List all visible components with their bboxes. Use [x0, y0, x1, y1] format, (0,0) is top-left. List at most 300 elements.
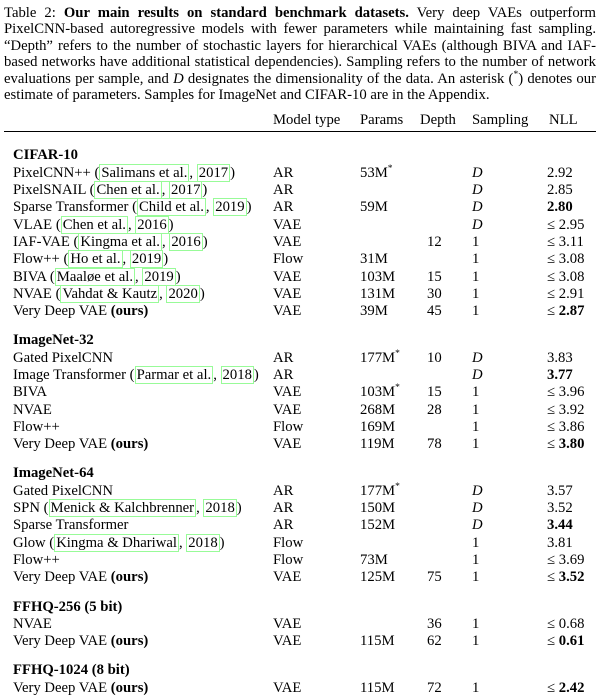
- model-name-cell: [13, 436, 273, 453]
- params-cell: 169M: [360, 418, 396, 435]
- table-row: [13, 234, 598, 251]
- params-cell: 268M: [360, 401, 396, 418]
- table-header-rule: [4, 131, 596, 132]
- model-name-cell: [13, 286, 273, 303]
- model-name-cell: [13, 500, 273, 517]
- model-type-cell: Flow: [273, 551, 304, 568]
- text-run: ,: [159, 285, 167, 302]
- estimate-asterisk: *: [395, 481, 400, 492]
- model-name-cell: [13, 303, 273, 320]
- text-run: Very Deep VAE: [13, 633, 111, 650]
- depth-cell: 15: [427, 268, 442, 285]
- text-run: (ours): [110, 303, 149, 320]
- citation-link-box[interactable]: 2020: [168, 285, 198, 302]
- model-name-cell: [13, 616, 273, 633]
- leq-symbol: ≤: [547, 216, 559, 233]
- table-row: [13, 552, 598, 569]
- nll-cell: [547, 234, 598, 251]
- nll-cell: [547, 251, 598, 268]
- text-run: (ours): [110, 436, 149, 453]
- text-run: Flow++ (: [13, 251, 69, 268]
- table-section: [0, 599, 600, 651]
- model-type-cell: AR: [273, 482, 294, 499]
- depth-cell: [427, 165, 472, 182]
- text-run: ,: [205, 199, 214, 216]
- nll-value: 3.08: [558, 268, 585, 285]
- leq-symbol: ≤: [547, 679, 559, 696]
- sampling-cell: 1: [472, 679, 480, 696]
- text-run: SPN (: [13, 500, 49, 517]
- nll-value: 3.08: [558, 251, 585, 268]
- sampling-cell: 1: [472, 534, 480, 551]
- sampling-cell: 1: [472, 569, 480, 586]
- nll-value: 2.80: [547, 199, 573, 216]
- text-run: Gated PixelCNN: [13, 349, 113, 366]
- model-type-cell: VAE: [273, 303, 302, 320]
- citation-link-box[interactable]: 2019: [144, 268, 174, 285]
- text-run: BIVA: [13, 384, 48, 401]
- nll-value: 0.61: [558, 633, 585, 650]
- text-run: Glow (: [13, 534, 55, 551]
- table-row: [13, 269, 598, 286]
- citation-link-box[interactable]: Chen et al.: [96, 182, 160, 199]
- params-cell: 31M: [360, 251, 388, 268]
- text-run: ): [236, 500, 242, 517]
- model-type-cell: VAE: [273, 268, 302, 285]
- model-type-cell: AR: [273, 182, 294, 199]
- text-run: ): [199, 285, 205, 302]
- table-row: [13, 217, 598, 234]
- nll-value: 3.52: [558, 569, 585, 586]
- nll-cell: [547, 633, 598, 650]
- citation-link-box[interactable]: 2018: [205, 500, 235, 517]
- nll-cell: [547, 680, 598, 697]
- model-type-cell: VAE: [273, 633, 302, 650]
- text-run: ): [163, 251, 169, 268]
- model-type-cell: Flow: [273, 418, 304, 435]
- nll-value: 3.52: [547, 500, 573, 517]
- sampling-cell: [472, 367, 547, 384]
- table-section: [0, 662, 600, 697]
- nll-cell: [547, 303, 598, 320]
- header-model-type: Model type: [273, 112, 341, 129]
- header-nll: NLL: [549, 112, 578, 129]
- model-type-cell: AR: [273, 349, 294, 366]
- text-run: ) denotes our estimate of parameters. Samples for ImageNet and CIFAR-10 are in the Appendix.: [4, 70, 597, 104]
- nll-value: 3.96: [558, 384, 585, 401]
- depth-cell: 62: [427, 633, 442, 650]
- nll-value: 0.68: [558, 615, 585, 632]
- citation-link-box[interactable]: Kingma & Dhariwal: [56, 534, 177, 551]
- model-name-cell: [13, 402, 273, 419]
- model-name-cell: [13, 199, 273, 216]
- table-row: [13, 182, 598, 199]
- model-type-cell: VAE: [273, 679, 302, 696]
- table-row: [13, 616, 598, 633]
- table-row: [13, 165, 598, 182]
- text-run: VLAE (: [13, 216, 61, 233]
- text-run: Very Deep VAE: [13, 679, 111, 696]
- table-row: [13, 199, 598, 216]
- depth-cell: [427, 217, 472, 234]
- params-cell: 103M*: [360, 383, 400, 401]
- citation-link-box[interactable]: 2018: [188, 534, 218, 551]
- depth-cell: [427, 552, 472, 569]
- params-cell: [360, 535, 427, 552]
- nll-value: 3.44: [547, 517, 573, 534]
- model-type-cell: AR: [273, 199, 294, 216]
- citation-link-box[interactable]: Parmar et al.: [136, 367, 212, 383]
- header-depth: Depth: [420, 112, 456, 129]
- table-row: [13, 419, 598, 436]
- table-section: [0, 147, 600, 320]
- depth-cell: 10: [427, 349, 442, 366]
- model-type-cell: VAE: [273, 285, 302, 302]
- text-run: BIVA (: [13, 268, 55, 285]
- table-row: [13, 680, 598, 697]
- text-run: PixelSNAIL (: [13, 182, 95, 199]
- dimensionality-symbol: D: [472, 182, 483, 199]
- model-type-cell: VAE: [273, 436, 302, 453]
- nll-cell: [547, 199, 598, 216]
- sampling-cell: 1: [472, 615, 480, 632]
- text-run: ): [230, 164, 236, 181]
- table-row: [13, 286, 598, 303]
- text-run: *: [513, 69, 519, 80]
- nll-value: 3.57: [547, 482, 573, 499]
- text-run: ,: [127, 216, 136, 233]
- params-cell: 177M*: [360, 348, 400, 366]
- nll-value: 3.86: [558, 418, 585, 435]
- table-row: [13, 350, 598, 367]
- nll-cell: [547, 384, 598, 401]
- sampling-cell: [472, 182, 547, 199]
- model-name-cell: [13, 251, 273, 268]
- nll-cell: [547, 402, 598, 419]
- model-name-cell: [13, 552, 273, 569]
- table-body: [0, 147, 600, 697]
- sampling-cell: 1: [472, 418, 480, 435]
- params-cell: [360, 234, 427, 251]
- table-row: [13, 633, 598, 650]
- model-type-cell: VAE: [273, 401, 302, 418]
- model-type-cell: AR: [273, 517, 294, 534]
- table-header-row: [13, 113, 598, 128]
- params-cell: 177M*: [360, 481, 400, 499]
- table-row: [13, 367, 598, 384]
- sampling-cell: [472, 500, 547, 517]
- text-run: Very Deep VAE: [13, 569, 111, 586]
- sampling-cell: 1: [472, 285, 480, 302]
- leq-symbol: ≤: [547, 436, 559, 453]
- text-run: Flow++: [13, 551, 60, 568]
- leq-symbol: ≤: [547, 615, 559, 632]
- nll-cell: [547, 500, 598, 517]
- text-run: ): [168, 216, 174, 233]
- text-run: Very Deep VAE: [13, 436, 111, 453]
- text-run: designates the dimensionality of the data. An asterisk (: [183, 70, 514, 87]
- citation-link-box[interactable]: 2017: [198, 164, 229, 181]
- dimensionality-symbol: D: [472, 367, 483, 383]
- citation-link-box[interactable]: 2016: [137, 216, 167, 233]
- dimensionality-symbol: D: [472, 482, 483, 499]
- citation-link-box[interactable]: Menick & Kalchbrenner: [50, 500, 195, 517]
- table-row: [13, 251, 598, 268]
- model-type-cell: VAE: [273, 216, 302, 233]
- model-type-cell: VAE: [273, 569, 302, 586]
- params-cell: [360, 616, 427, 633]
- leq-symbol: ≤: [547, 401, 559, 418]
- nll-cell: [547, 367, 598, 384]
- model-name-cell: [13, 217, 273, 234]
- table-row: [13, 517, 598, 534]
- sampling-cell: 1: [472, 401, 480, 418]
- dimensionality-symbol: D: [472, 216, 483, 233]
- leq-symbol: ≤: [547, 303, 559, 320]
- table-section: [0, 332, 600, 453]
- text-run: ): [202, 233, 208, 250]
- nll-value: 3.80: [558, 436, 585, 453]
- nll-value: 3.81: [547, 534, 573, 551]
- leq-symbol: ≤: [547, 285, 559, 302]
- model-type-cell: VAE: [273, 384, 302, 401]
- header-model-column-spacer: [13, 113, 273, 128]
- text-run: ): [253, 367, 259, 383]
- citation-link-box[interactable]: Kingma et al.: [80, 233, 160, 250]
- model-type-cell: VAE: [273, 233, 302, 250]
- estimate-asterisk: *: [395, 348, 400, 359]
- table-row: [13, 483, 598, 500]
- depth-cell: 28: [427, 401, 442, 418]
- depth-cell: [427, 199, 472, 216]
- section-title: ImageNet-64: [13, 465, 94, 482]
- text-run: NVAE: [13, 615, 52, 632]
- header-params: Params: [360, 112, 404, 129]
- section-title: FFHQ-1024 (8 bit): [13, 662, 130, 679]
- citation-link-box[interactable]: Vahdat & Kautz: [62, 285, 158, 302]
- text-run: IAF-VAE (: [13, 233, 79, 250]
- leq-symbol: ≤: [547, 569, 559, 586]
- nll-value: 2.91: [558, 285, 585, 302]
- text-run: ,: [122, 251, 130, 268]
- table-row: [13, 384, 598, 401]
- depth-cell: [427, 500, 472, 517]
- model-name-cell: [13, 384, 273, 401]
- table-section: [0, 465, 600, 586]
- params-cell: 53M*: [360, 163, 393, 181]
- citation-link-box[interactable]: Ho et al.: [70, 251, 121, 268]
- sampling-cell: 1: [472, 303, 480, 320]
- params-cell: [360, 182, 427, 199]
- params-cell: 152M: [360, 517, 396, 534]
- params-cell: 103M: [360, 268, 396, 285]
- model-type-cell: VAE: [273, 615, 302, 632]
- depth-cell: [427, 419, 472, 436]
- text-run: Flow++: [13, 418, 60, 435]
- table-row: [13, 535, 598, 552]
- sampling-cell: [472, 517, 547, 534]
- text-run: Sparse Transformer: [13, 517, 129, 534]
- nll-cell: [547, 419, 598, 436]
- depth-cell: 72: [427, 679, 442, 696]
- text-run: ,: [213, 367, 221, 383]
- leq-symbol: ≤: [547, 418, 559, 435]
- dimensionality-symbol: D: [472, 500, 483, 517]
- citation-link-box[interactable]: 2019: [131, 251, 162, 268]
- model-name-cell: [13, 165, 273, 182]
- citation-link-box[interactable]: Chen et al.: [62, 216, 126, 233]
- model-name-cell: [13, 419, 273, 436]
- nll-value: 2.95: [558, 216, 585, 233]
- depth-cell: 45: [427, 303, 442, 320]
- text-run: NVAE (: [13, 285, 61, 302]
- sampling-cell: [472, 165, 547, 182]
- text-run: PixelCNN++ (: [13, 164, 100, 181]
- text-run: NVAE: [13, 401, 52, 418]
- params-cell: [360, 367, 427, 384]
- text-run: Very Deep VAE: [13, 303, 111, 320]
- text-run: Very deep VAEs outperform PixelCNN-based autoregressive models with fewer parameters while maintaining fast sampling. “Depth” refers to the number of stochastic layers for hierarchical VAEs (although BIVA and IAF-based networks have additional statistical dependencies). Sampling refers to the number of network evaluations per sample, and: [4, 5, 596, 87]
- depth-cell: [427, 535, 472, 552]
- citation-link-box[interactable]: 2019: [215, 199, 245, 216]
- model-name-cell: [13, 367, 273, 384]
- model-name-cell: [13, 517, 273, 534]
- nll-value: 3.11: [558, 233, 584, 250]
- text-run: ,: [189, 164, 197, 181]
- model-name-cell: [13, 633, 273, 650]
- text-run: Sparse Transformer (: [13, 199, 138, 216]
- text-run: (ours): [110, 569, 149, 586]
- model-name-cell: [13, 483, 273, 500]
- params-cell: 59M: [360, 199, 388, 216]
- nll-cell: [547, 436, 598, 453]
- nll-cell: [547, 552, 598, 569]
- model-name-cell: [13, 680, 273, 697]
- params-cell: [360, 217, 427, 234]
- leq-symbol: ≤: [547, 551, 559, 568]
- table-row: [13, 500, 598, 517]
- text-run: Image Transformer (: [13, 367, 135, 383]
- nll-value: 3.69: [558, 551, 585, 568]
- nll-cell: [547, 483, 598, 500]
- text-run: Gated PixelCNN: [13, 482, 113, 499]
- table-row: [13, 569, 598, 586]
- depth-cell: [427, 367, 472, 384]
- citation-link-box[interactable]: 2018: [222, 367, 252, 383]
- depth-cell: 36: [427, 615, 442, 632]
- sampling-cell: 1: [472, 551, 480, 568]
- params-cell: 39M: [360, 303, 388, 320]
- text-run: (ours): [110, 633, 149, 650]
- citation-link-box[interactable]: 2017: [171, 182, 201, 199]
- nll-cell: [547, 269, 598, 286]
- params-cell: 119M: [360, 436, 395, 453]
- sampling-cell: [472, 199, 547, 216]
- estimate-asterisk: *: [387, 163, 393, 174]
- table-row: [13, 303, 598, 320]
- citation-link-box[interactable]: Child et al.: [139, 199, 204, 216]
- text-run: Our main results on standard benchmark datasets.: [63, 5, 409, 21]
- dimensionality-symbol: D: [472, 164, 483, 181]
- text-run: D: [173, 70, 184, 87]
- model-name-cell: [13, 234, 273, 251]
- text-run: ,: [161, 233, 170, 250]
- model-name-cell: [13, 350, 273, 367]
- model-type-cell: AR: [273, 164, 294, 181]
- depth-cell: [427, 251, 472, 268]
- citation-link-box[interactable]: Salimans et al.: [101, 164, 188, 181]
- citation-link-box[interactable]: Maaløe et al.: [56, 268, 134, 285]
- text-run: ): [219, 534, 225, 551]
- sampling-cell: 1: [472, 251, 480, 268]
- sampling-cell: 1: [472, 233, 480, 250]
- params-cell: 150M: [360, 500, 396, 517]
- table-caption: [0, 0, 600, 103]
- nll-cell: [547, 286, 598, 303]
- text-run: ): [246, 199, 252, 216]
- depth-cell: 15: [427, 384, 442, 401]
- nll-cell: [547, 616, 598, 633]
- nll-value: 3.77: [547, 367, 573, 383]
- leq-symbol: ≤: [547, 251, 559, 268]
- model-name-cell: [13, 569, 273, 586]
- sampling-cell: 1: [472, 268, 480, 285]
- nll-cell: [547, 182, 598, 199]
- estimate-asterisk: *: [395, 383, 400, 394]
- model-type-cell: AR: [273, 367, 294, 383]
- nll-cell: [547, 165, 598, 182]
- nll-cell: [547, 569, 598, 586]
- sampling-cell: [472, 217, 547, 234]
- model-name-cell: [13, 269, 273, 286]
- sampling-cell: 1: [472, 436, 480, 453]
- params-cell: 125M: [360, 569, 396, 586]
- text-run: ,: [178, 534, 187, 551]
- section-title: CIFAR-10: [13, 147, 78, 164]
- section-title: FFHQ-256 (5 bit): [13, 598, 123, 615]
- nll-cell: [547, 535, 598, 552]
- citation-link-box[interactable]: 2016: [171, 233, 201, 250]
- depth-cell: 12: [427, 233, 442, 250]
- depth-cell: [427, 517, 472, 534]
- nll-cell: [547, 350, 598, 367]
- header-sampling: Sampling: [472, 112, 529, 129]
- model-type-cell: Flow: [273, 534, 304, 551]
- depth-cell: 78: [427, 436, 442, 453]
- dimensionality-symbol: D: [472, 199, 483, 216]
- dimensionality-symbol: D: [472, 517, 483, 534]
- depth-cell: 30: [427, 285, 442, 302]
- sampling-cell: [472, 350, 547, 367]
- table-row: [13, 402, 598, 419]
- text-run: ): [202, 182, 208, 199]
- leq-symbol: ≤: [547, 384, 559, 401]
- leq-symbol: ≤: [547, 233, 559, 250]
- table-row: [13, 436, 598, 453]
- dimensionality-symbol: D: [472, 349, 483, 366]
- sampling-cell: 1: [472, 384, 480, 401]
- model-name-cell: [13, 182, 273, 199]
- text-run: ,: [135, 268, 143, 285]
- leq-symbol: ≤: [547, 633, 559, 650]
- depth-cell: [427, 483, 472, 500]
- model-type-cell: AR: [273, 500, 294, 517]
- sampling-cell: [472, 483, 547, 500]
- nll-value: 3.83: [547, 349, 573, 366]
- text-run: ,: [161, 182, 170, 199]
- nll-value: 3.92: [558, 401, 585, 418]
- nll-cell: [547, 217, 598, 234]
